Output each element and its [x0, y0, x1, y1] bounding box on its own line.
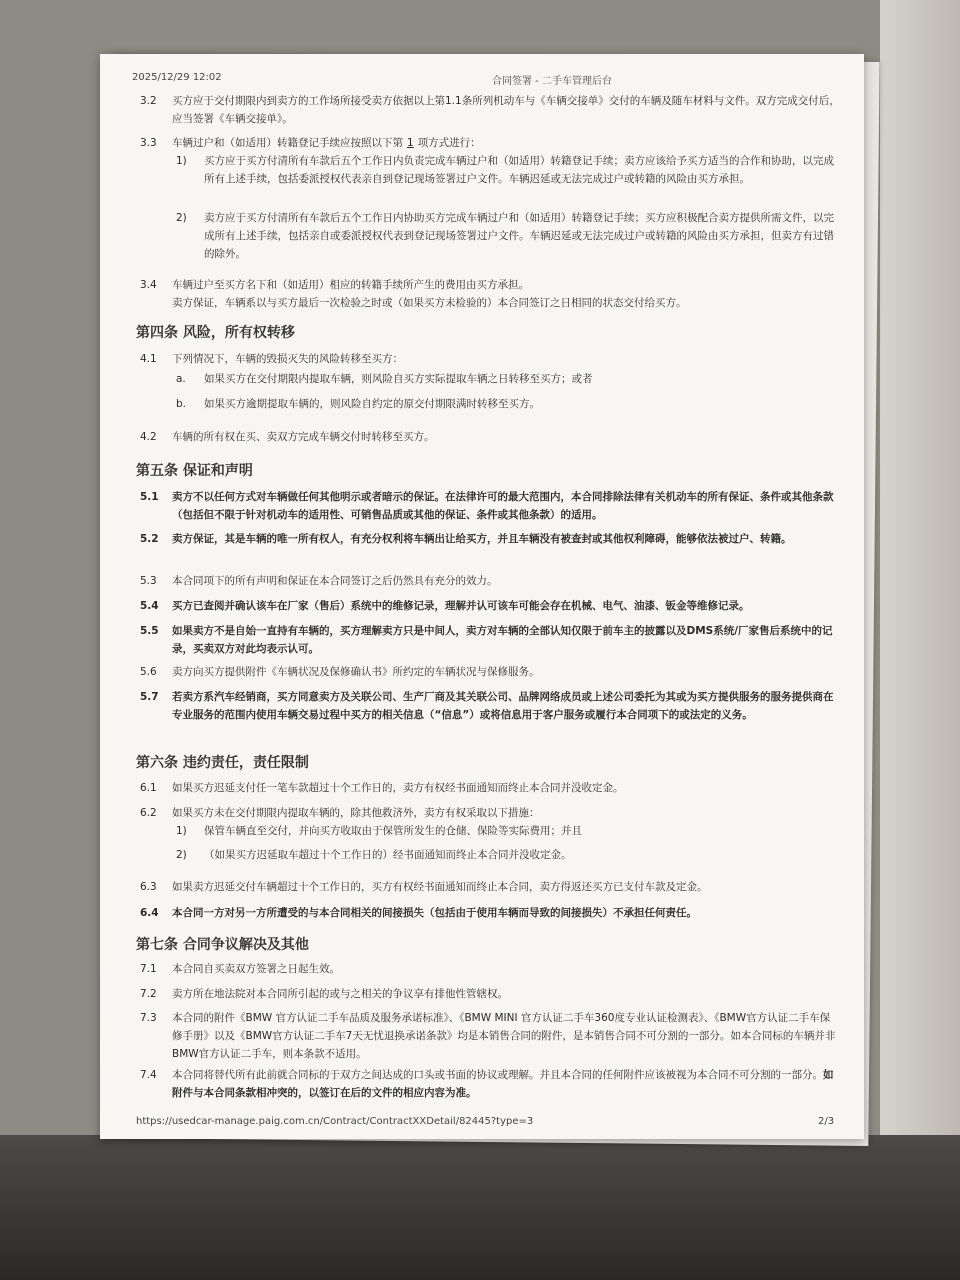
print-datetime: 2025/12/29 12:02	[132, 72, 222, 83]
clause-number: 5.3	[140, 575, 157, 587]
clause-text: 本合同项下的所有声明和保证在本合同签订之后仍然具有充分的效力。	[172, 575, 498, 587]
clause-6-2-1	[172, 822, 842, 840]
clause-number: a.	[176, 373, 186, 385]
section-heading-7: 第七条 合同争议解决及其他	[136, 937, 309, 953]
clause-5-2	[140, 530, 840, 548]
clause-number: 3.3	[140, 137, 157, 149]
clause-text: 下列情况下，车辆的毁损灭失的风险转移至买方：	[172, 353, 403, 365]
clause-5-3	[140, 572, 840, 590]
clause-text: 本合同一方对另一方所遭受的与本合同相关的间接损失（包括由于使用车辆而导致的间接损失）不承担任何责任。	[172, 907, 697, 919]
section-heading-4: 第四条 风险，所有权转移	[136, 325, 295, 341]
clause-text: 如果卖方不是自始一直持有车辆的，买方理解卖方只是中间人，卖方对车辆的全部认知仅限于前车主的披露以及DMS系统/厂家售后系统中的记录，买卖双方对此均表示认可。	[172, 625, 833, 655]
clause-7-2	[140, 985, 840, 1003]
clause-6-4	[140, 904, 840, 922]
clause-5-6	[140, 663, 840, 681]
clause-3-3	[140, 134, 840, 152]
clause-number: 1)	[176, 155, 187, 167]
clause-number: 5.7	[140, 691, 159, 703]
clause-number: 3.4	[140, 279, 157, 291]
clause-text: 车辆过户至买方名下和（如适用）相应的转籍手续所产生的费用由买方承担。	[172, 279, 529, 291]
clause-text: 若卖方系汽车经销商，买方同意卖方及关联公司、生产厂商及其关联公司、品牌网络成员或上述公司委托为其或为买方提供服务的服务提供商在专业服务的范围内使用车辆交易过程中买方的相关信息（“信息”）或将信息用于客户服务或履行本合同项下的或法定的义务。	[172, 691, 834, 721]
clause-number: 5.2	[140, 533, 159, 545]
clause-number: 4.1	[140, 353, 157, 365]
clause-text: 如果买方未在交付期限内提取车辆的，除其他救济外，卖方有权采取以下措施：	[172, 807, 540, 819]
clause-text: 本合同自买卖双方签署之日起生效。	[172, 963, 340, 975]
clause-text: 本合同的附件《BMW 官方认证二手车品质及服务承诺标准》、《BMW MINI 官方认证二手车360度专业认证检测表》、《BMW官方认证二手车保修手册》以及《BMW官方认证二手车7天无忧退换承诺条款》均是本销售合同的附件，是本销售合同不可分割的一部分。如本合同标的车辆并非BMW官方认证二手车，则本条款不适用。	[172, 1012, 836, 1060]
clause-text: 如果买方迟延支付任一笔车款超过十个工作日的，卖方有权经书面通知而终止本合同并没收定金。	[172, 782, 624, 794]
clause-number: 3.2	[140, 95, 157, 107]
clause-text: 车辆过户和（如适用）转籍登记手续应按照以下第	[172, 137, 403, 149]
clause-text-emphasis: 如附件与本合同条款相冲突的，以签订在后的文件的相应内容为准。	[172, 1069, 834, 1099]
clause-number: 7.3	[140, 1012, 157, 1024]
clause-5-1	[140, 488, 840, 524]
section-heading-5: 第五条 保证和声明	[136, 463, 253, 479]
background-surface	[880, 0, 960, 1140]
clause-text: 卖方所在地法院对本合同所引起的或与之相关的争议享有排他性管辖权。	[172, 988, 508, 1000]
clause-7-1	[140, 960, 840, 978]
clause-6-1	[140, 779, 840, 797]
clause-4-1-a	[172, 370, 842, 388]
clause-5-4	[140, 597, 840, 615]
clause-text: 买方已查阅并确认该车在厂家（售后）系统中的维修记录，理解并认可该车可能会存在机械、电气、油漆、钣金等维修记录。	[172, 600, 750, 612]
clause-5-7	[140, 688, 840, 724]
clause-number: 4.2	[140, 431, 157, 443]
clause-text: 卖方保证，其是车辆的唯一所有权人，有充分权利将车辆出让给买方，并且车辆没有被查封或其他权利障碍，能够依法被过户、转籍。	[172, 533, 792, 545]
section-heading-6: 第六条 违约责任，责任限制	[136, 755, 309, 771]
page-number: 2/3	[818, 1116, 835, 1127]
clause-text: 本合同将替代所有此前就合同标的于双方之间达成的口头或书面的协议或理解。并且本合同的任何附件应该被视为本合同不可分割的一部分。	[172, 1069, 823, 1081]
clause-6-2-2	[172, 846, 842, 864]
clause-text: 买方应于买方付清所有车款后五个工作日内负责完成车辆过户和（如适用）转籍登记手续；卖方应该给予买方适当的合作和协助，以完成所有上述手续，包括委派授权代表亲自到登记现场签署过户文件。车辆迟延或无法完成过户或转籍的风险由买方承担。	[204, 155, 834, 185]
clause-6-2	[140, 804, 840, 822]
contract-page	[100, 54, 864, 1139]
clause-text: 项方式进行：	[417, 137, 481, 149]
clause-7-4	[140, 1066, 840, 1102]
clause-text: 如果买方在交付期限内提取车辆，则风险自买方实际提取车辆之日转移至买方；或者	[204, 373, 593, 385]
clause-text: 卖方向买方提供附件《车辆状况及保修确认书》所约定的车辆状况与保修服务。	[172, 666, 540, 678]
clause-number: 2)	[176, 212, 187, 224]
clause-3-2	[140, 92, 840, 128]
clause-text: 保管车辆直至交付，并向买方收取由于保管所发生的仓储、保险等实际费用；并且	[204, 825, 582, 837]
clause-number: 7.1	[140, 963, 157, 975]
clause-number: 5.1	[140, 491, 159, 503]
clause-text: 如果卖方迟延交付车辆超过十个工作日的，买方有权经书面通知而终止本合同，卖方得返还买方已支付车款及定金。	[172, 881, 708, 893]
clause-number: 5.5	[140, 625, 159, 637]
print-title: 合同签署 - 二手车管理后台	[492, 76, 612, 87]
clause-text: 卖方应于买方付清所有车款后五个工作日内协助买方完成车辆过户和（如适用）转籍登记手续；买方应积极配合卖方提供所需文件，以完成所有上述手续，包括亲自或委派授权代表到登记现场签署过户文件。车辆迟延或无法完成过户或转籍的风险由买方承担，但卖方有过错的除外。	[204, 212, 834, 260]
clause-number: 5.4	[140, 600, 159, 612]
clause-text: 卖方保证，车辆系以与买方最后一次检验之时或（如果买方未检验的）本合同签订之日相同的状态交付给买方。	[172, 297, 687, 309]
clause-text: 买方应于交付期限内到卖方的工作场所接受卖方依据以上第1.1条所列机动车与《车辆交接单》交付的车辆及随车材料与文件。双方完成交付后，应当签署《车辆交接单》。	[172, 95, 840, 125]
clause-text: 如果买方逾期提取车辆的，则风险自约定的原交付期限满时转移至买方。	[204, 398, 540, 410]
clause-3-3-1	[172, 152, 842, 188]
clause-number: 2)	[176, 849, 187, 861]
clause-number: 7.4	[140, 1069, 157, 1081]
clause-number: 1)	[176, 825, 187, 837]
clause-number: b.	[176, 398, 187, 410]
clause-number: 7.2	[140, 988, 157, 1000]
clause-number: 6.1	[140, 782, 157, 794]
clause-4-2	[140, 428, 840, 446]
clause-number: 6.2	[140, 807, 157, 819]
clause-3-3-2	[172, 209, 842, 263]
clause-4-1	[140, 350, 840, 368]
clause-text: 车辆的所有权在买、卖双方完成车辆交付时转移至买方。	[172, 431, 435, 443]
clause-7-3	[140, 1009, 840, 1063]
clause-text: （如果买方迟延取车超过十个工作日的）经书面通知而终止本合同并没收定金。	[204, 849, 572, 861]
clause-number: 6.3	[140, 881, 157, 893]
clause-5-5	[140, 622, 840, 658]
clause-4-1-b	[172, 395, 842, 413]
clause-6-3	[140, 878, 840, 896]
transfer-method-choice: 1	[407, 137, 414, 149]
clause-number: 6.4	[140, 907, 159, 919]
page-url: https://usedcar-manage.paig.com.cn/Contract/ContractXXDetail/82445?type=3	[136, 1116, 534, 1127]
clause-3-4	[140, 276, 840, 312]
clause-text: 卖方不以任何方式对车辆做任何其他明示或者暗示的保证。在法律许可的最大范围内，本合同排除法律有关机动车的所有保证、条件或其他条款（包括但不限于针对机动车的适用性、可销售品质或其他的保证、条件或其他条款）的适用。	[172, 491, 834, 521]
clause-number: 5.6	[140, 666, 157, 678]
background-floor	[0, 1135, 960, 1280]
